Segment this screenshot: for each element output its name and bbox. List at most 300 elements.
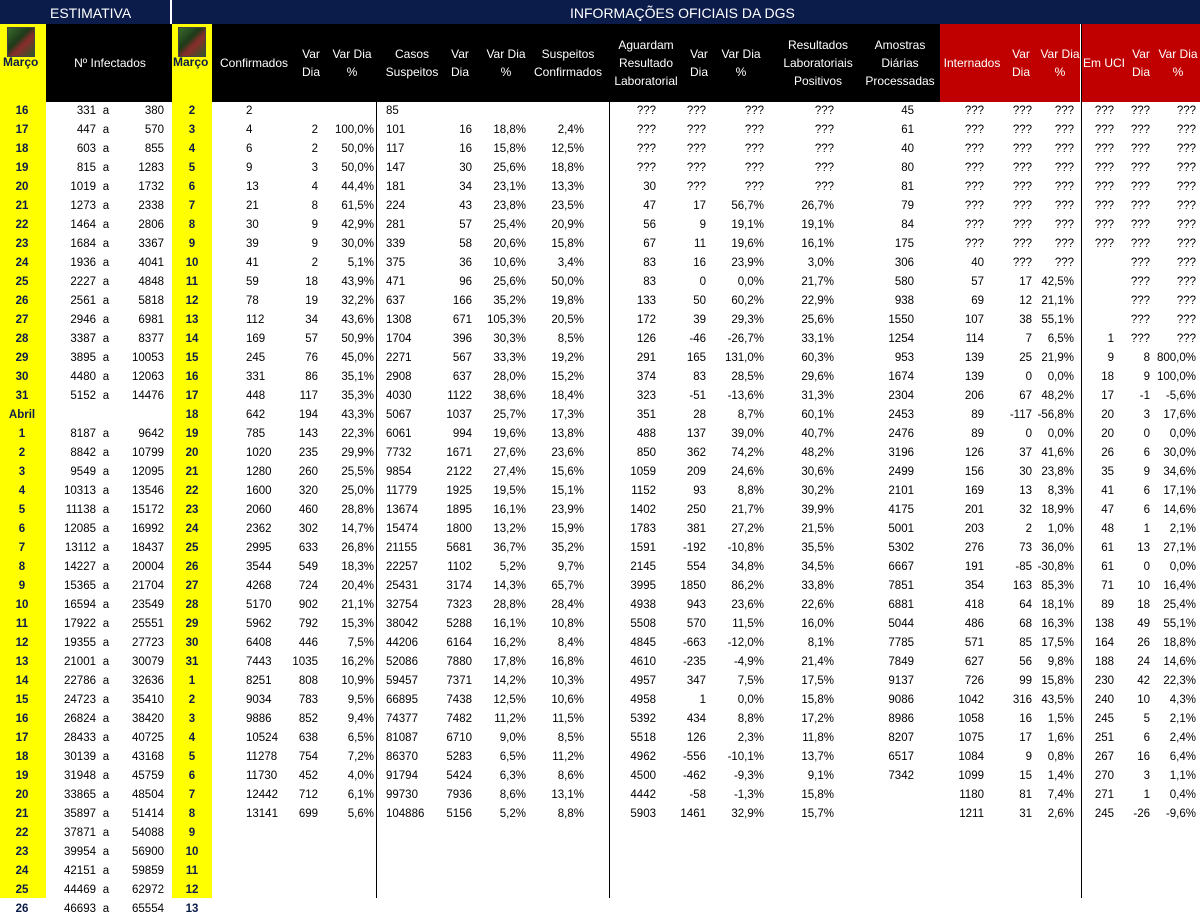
table-row — [0, 690, 1200, 709]
table-cell — [880, 844, 914, 861]
table-cell: 28 — [693, 409, 706, 421]
table-cell: 34,6% — [1163, 466, 1196, 478]
table-cell — [1030, 901, 1074, 918]
table-cell — [780, 901, 834, 918]
table-cell: a — [102, 200, 110, 212]
table-cell: 23,6% — [551, 447, 584, 459]
table-cell: 448 — [246, 390, 266, 402]
table-cell: 4958 — [630, 694, 656, 706]
table-cell: 138 — [1094, 618, 1114, 630]
table-cell: 57 — [459, 219, 472, 231]
table-cell: 638 — [298, 732, 318, 744]
table-cell: 30,3% — [493, 333, 526, 345]
table-cell — [1084, 255, 1114, 272]
table-row — [0, 861, 1200, 880]
table-cell: 175 — [894, 238, 914, 250]
table-cell: 0,0% — [1047, 428, 1074, 440]
table-row — [0, 424, 1200, 443]
table-cell: 30 — [1019, 466, 1032, 478]
table-cell: 12442 — [246, 789, 278, 801]
table-cell: 2362 — [246, 523, 272, 535]
table-cell: 18,8% — [493, 124, 526, 136]
table-cell: 14227 — [64, 561, 96, 573]
table-cell: 9086 — [888, 694, 914, 706]
table-cell: 7 — [188, 789, 196, 801]
table-cell: 81087 — [386, 732, 418, 744]
table-cell: 1402 — [630, 504, 656, 516]
table-cell — [880, 806, 914, 823]
table-cell: 44469 — [64, 884, 96, 896]
table-cell: 10,6% — [551, 694, 584, 706]
table-cell: 3995 — [630, 580, 656, 592]
table-cell: 316 — [1012, 694, 1032, 706]
table-cell — [530, 863, 584, 880]
table-cell: 61 — [901, 124, 914, 136]
table-cell: 107 — [964, 314, 984, 326]
table-cell: 570 — [686, 618, 706, 630]
table-cell: 8,5% — [557, 333, 584, 345]
table-cell: 567 — [452, 352, 472, 364]
table-cell: 554 — [686, 561, 706, 573]
table-cell — [1084, 901, 1114, 918]
table-cell: 2271 — [386, 352, 412, 364]
table-cell: 2 — [246, 105, 253, 117]
table-cell: 73 — [1019, 542, 1032, 554]
table-cell: 1037 — [446, 409, 472, 421]
table-cell: 1152 — [631, 485, 656, 497]
official-title: INFORMAÇÕES OFICIAIS DA DGS — [570, 5, 795, 21]
table-cell: 1059 — [630, 466, 656, 478]
table-cell: a — [102, 143, 110, 155]
table-cell: ??? — [744, 143, 764, 155]
table-cell — [246, 882, 276, 899]
table-cell: 21,1% — [341, 599, 374, 611]
table-cell: 44206 — [386, 637, 418, 649]
table-cell: ??? — [686, 105, 706, 117]
table-cell: a — [102, 713, 110, 725]
table-cell: 19,1% — [731, 219, 764, 231]
table-cell — [118, 407, 164, 424]
table-cell: 21,1% — [1041, 295, 1074, 307]
table-cell: 5424 — [446, 770, 472, 782]
table-cell: 15,8% — [801, 789, 834, 801]
table-cell: 8251 — [246, 675, 272, 687]
table-cell: 1464 — [70, 219, 96, 231]
table-cell — [616, 901, 656, 918]
table-cell: 83 — [643, 276, 656, 288]
table-cell: 0,0% — [1047, 371, 1074, 383]
table-cell: 8 — [188, 219, 196, 231]
table-cell — [1150, 844, 1196, 861]
table-cell: 18,8% — [551, 162, 584, 174]
table-cell: 13,2% — [493, 523, 526, 535]
table-cell: 86370 — [386, 751, 418, 763]
table-cell: 792 — [298, 618, 318, 630]
table-cell — [472, 882, 526, 899]
table-row — [0, 386, 1200, 405]
table-cell: ??? — [1054, 124, 1074, 136]
table-cell — [386, 901, 426, 918]
table-cell — [386, 863, 426, 880]
table-cell: 30 — [459, 162, 472, 174]
table-cell — [994, 825, 1032, 842]
table-cell: ??? — [1130, 200, 1150, 212]
table-cell: ??? — [1130, 181, 1150, 193]
table-cell — [286, 882, 318, 899]
table-cell: 2338 — [138, 200, 164, 212]
table-cell — [944, 901, 984, 918]
table-cell — [386, 825, 426, 842]
table-cell: 10,3% — [551, 675, 584, 687]
table-cell: 808 — [298, 675, 318, 687]
table-cell: 11 — [694, 238, 706, 250]
table-cell: 126 — [686, 732, 706, 744]
table-cell: 3196 — [888, 447, 914, 459]
var-day-header: Var Dia — [689, 47, 708, 79]
table-cell: 3174 — [446, 580, 472, 592]
table-cell: 18 — [1137, 599, 1150, 611]
table-cell: 4938 — [630, 599, 656, 611]
table-cell: 2499 — [888, 466, 914, 478]
table-cell: 45,0% — [341, 352, 374, 364]
table-cell: 29,9% — [341, 447, 374, 459]
table-cell: 13 — [1019, 485, 1032, 497]
table-cell: 9 — [18, 580, 26, 592]
table-cell: 15,7% — [801, 808, 834, 820]
table-cell: 39 — [246, 238, 259, 250]
table-cell: 15,1% — [551, 485, 584, 497]
table-cell: a — [102, 542, 110, 554]
table-cell — [434, 863, 472, 880]
table-cell — [944, 825, 984, 842]
table-cell: 11,8% — [802, 732, 834, 744]
table-cell: 33,3% — [493, 352, 526, 364]
table-cell: 0 — [1025, 428, 1032, 440]
table-cell: 2 — [188, 105, 196, 117]
table-cell: 22,3% — [341, 428, 374, 440]
table-cell — [1114, 901, 1150, 918]
table-cell: 5170 — [246, 599, 272, 611]
table-cell: 1058 — [958, 713, 984, 725]
table-cell: ??? — [814, 124, 834, 136]
table-cell: 9 — [188, 238, 196, 250]
table-cell: 271 — [1094, 789, 1114, 801]
table-cell: 60,3% — [801, 352, 834, 364]
table-cell: 14,6% — [1163, 504, 1196, 516]
table-cell: ??? — [1012, 124, 1032, 136]
table-row — [0, 538, 1200, 557]
table-cell — [322, 901, 374, 918]
table-cell: 302 — [298, 523, 318, 535]
table-cell: 1461 — [680, 808, 706, 820]
table-cell: 10053 — [132, 352, 164, 364]
table-cell: 486 — [964, 618, 984, 630]
table-cell: 26 — [185, 561, 199, 573]
table-cell: 6 — [246, 143, 253, 155]
table-cell: 41,6% — [1041, 447, 1074, 459]
table-cell: 26824 — [64, 713, 96, 725]
table-cell: 27,6% — [493, 447, 526, 459]
table-cell: 18,4% — [551, 390, 584, 402]
table-cell: a — [102, 637, 110, 649]
table-cell: a — [102, 523, 110, 535]
table-cell: ??? — [1130, 124, 1150, 136]
table-cell: 3 — [188, 713, 196, 725]
table-cell: 943 — [686, 599, 706, 611]
table-cell: 5903 — [630, 808, 656, 820]
table-cell: 181 — [386, 181, 406, 193]
table-cell: 7323 — [446, 599, 472, 611]
table-cell: 27723 — [132, 637, 164, 649]
table-cell: 351 — [636, 409, 656, 421]
table-cell: ??? — [1094, 181, 1114, 193]
table-cell: 15 — [1019, 770, 1032, 782]
table-row — [0, 253, 1200, 272]
table-cell: 23 — [185, 504, 199, 516]
table-cell: 471 — [386, 276, 406, 288]
table-cell: 5681 — [446, 542, 472, 554]
table-row — [0, 234, 1200, 253]
table-cell: ??? — [1130, 276, 1150, 288]
table-cell: 81 — [901, 181, 914, 193]
table-cell: 11 — [15, 618, 29, 630]
table-cell: 339 — [386, 238, 406, 250]
table-cell: 21 — [185, 466, 199, 478]
table-cell: 25,6% — [801, 314, 834, 326]
table-cell: 59859 — [132, 865, 164, 877]
table-cell: 10 — [185, 257, 199, 269]
table-cell: 16 — [15, 105, 29, 117]
table-cell: ??? — [1054, 143, 1074, 155]
table-cell: a — [102, 238, 110, 250]
infected-header: Nº Infectados — [74, 56, 146, 70]
table-cell — [322, 844, 374, 861]
table-cell: 16 — [459, 124, 472, 136]
table-cell: 42,5% — [1041, 276, 1074, 288]
table-cell: 46693 — [64, 903, 96, 915]
table-cell: 6,5% — [1047, 333, 1074, 345]
table-cell: -192 — [682, 542, 706, 554]
table-cell: 8,4% — [557, 637, 584, 649]
table-cell: 57 — [971, 276, 984, 288]
table-cell: 43,9% — [341, 276, 374, 288]
table-cell — [1150, 901, 1196, 918]
table-cell: 64 — [1019, 599, 1032, 611]
table-cell: 7 — [188, 200, 196, 212]
table-cell: 902 — [298, 599, 318, 611]
table-cell: 35,3% — [341, 390, 374, 402]
table-cell: 21 — [15, 808, 29, 820]
table-cell: 754 — [298, 751, 318, 763]
table-cell: ??? — [814, 181, 834, 193]
table-cell: 62972 — [132, 884, 164, 896]
table-cell: a — [102, 865, 110, 877]
table-cell: 21 — [15, 200, 29, 212]
table-cell: 1,5% — [1047, 713, 1074, 725]
table-cell: 1936 — [70, 257, 96, 269]
table-cell: ??? — [744, 105, 764, 117]
table-cell: ??? — [1012, 238, 1032, 250]
table-cell: ??? — [1054, 219, 1074, 231]
table-cell: 7371 — [446, 675, 472, 687]
table-cell: ??? — [964, 181, 984, 193]
table-cell: a — [102, 333, 110, 345]
table-cell — [880, 901, 914, 918]
table-cell: -30,8% — [1037, 561, 1074, 573]
table-cell: 26 — [15, 295, 29, 307]
table-cell: 5067 — [386, 409, 412, 421]
table-cell: ??? — [1130, 219, 1150, 231]
table-cell: ??? — [686, 181, 706, 193]
table-cell: 101 — [386, 124, 406, 136]
table-row — [0, 614, 1200, 633]
football-photo-icon — [7, 27, 35, 57]
table-cell: ??? — [636, 143, 656, 155]
table-cell: 30,0% — [341, 238, 374, 250]
table-cell: ??? — [1054, 257, 1074, 269]
table-cell: ??? — [1176, 105, 1196, 117]
table-cell: 26 — [1101, 447, 1114, 459]
table-cell — [246, 863, 276, 880]
table-cell: 6981 — [138, 314, 164, 326]
table-cell: 11138 — [65, 504, 96, 516]
table-cell: 267 — [1094, 751, 1114, 763]
table-cell: 2 — [18, 447, 26, 459]
table-cell: ??? — [686, 143, 706, 155]
table-cell: 30,0% — [1163, 447, 1196, 459]
var-day-pct-header: Var Dia % — [721, 47, 761, 79]
table-cell: 1684 — [70, 238, 96, 250]
table-cell: 23,1% — [493, 181, 526, 193]
table-cell: -117 — [1009, 409, 1032, 421]
table-cell: ??? — [1094, 124, 1114, 136]
table-cell: 23,9% — [731, 257, 764, 269]
table-cell — [708, 901, 764, 918]
table-cell: 5962 — [246, 618, 272, 630]
table-cell: 5283 — [446, 751, 472, 763]
table-cell: 28,8% — [493, 599, 526, 611]
table-cell: 38420 — [132, 713, 164, 725]
table-cell: 20 — [1101, 428, 1114, 440]
table-cell — [50, 407, 96, 424]
table-cell: 14 — [15, 675, 29, 687]
table-cell: 724 — [298, 580, 318, 592]
table-cell: -1 — [1139, 390, 1150, 402]
table-cell: ??? — [1054, 162, 1074, 174]
table-cell: ??? — [1094, 200, 1114, 212]
table-cell: 19,8% — [551, 295, 584, 307]
table-cell: ??? — [1054, 181, 1074, 193]
table-cell: 59457 — [386, 675, 418, 687]
table-cell: 1273 — [70, 200, 96, 212]
table-cell: 1783 — [630, 523, 656, 535]
table-cell: 50 — [693, 295, 706, 307]
table-cell: 291 — [636, 352, 656, 364]
table-cell: 2806 — [138, 219, 164, 231]
table-cell: 6 — [188, 181, 196, 193]
table-cell: 0,0% — [1169, 561, 1196, 573]
table-cell: 43 — [459, 200, 472, 212]
table-cell — [1084, 312, 1114, 329]
var-day-pct-header: Var Dia % — [1158, 47, 1198, 79]
table-cell: 22,6% — [801, 599, 834, 611]
table-cell: 5 — [188, 751, 196, 763]
table-cell: 323 — [636, 390, 656, 402]
table-cell: 25 — [1019, 352, 1032, 364]
table-cell: 39 — [693, 314, 706, 326]
table-row — [0, 671, 1200, 690]
table-cell — [286, 103, 318, 120]
table-cell: 4480 — [70, 371, 96, 383]
table-cell: 163 — [1012, 580, 1032, 592]
table-cell: ??? — [1012, 219, 1032, 231]
table-cell: 4500 — [630, 770, 656, 782]
table-cell: 29,3% — [731, 314, 764, 326]
table-cell: 13,8% — [551, 428, 584, 440]
table-cell: 18 — [1101, 371, 1114, 383]
table-cell: 2122 — [446, 466, 472, 478]
table-cell — [434, 901, 472, 918]
table-cell: 85 — [386, 105, 399, 117]
table-cell: 7443 — [246, 656, 272, 668]
table-cell: a — [102, 371, 110, 383]
table-cell: 4175 — [888, 504, 914, 516]
table-cell: 48 — [1101, 523, 1114, 535]
table-cell: 57 — [305, 333, 318, 345]
table-cell: 42,9% — [341, 219, 374, 231]
table-cell: ??? — [1176, 295, 1196, 307]
table-cell: 6408 — [246, 637, 272, 649]
table-cell — [1114, 882, 1150, 899]
table-cell: 5518 — [630, 732, 656, 744]
table-cell: 16 — [1137, 751, 1150, 763]
table-cell: 89 — [1101, 599, 1114, 611]
table-cell: 30 — [185, 637, 199, 649]
table-cell: 11,5% — [732, 618, 764, 630]
table-cell: ??? — [964, 162, 984, 174]
table-cell: 22 — [15, 827, 29, 839]
table-cell: 20,5% — [551, 314, 584, 326]
table-cell: 83 — [643, 257, 656, 269]
table-cell: 6710 — [446, 732, 472, 744]
table-cell: 4,0% — [347, 770, 374, 782]
table-cell: -58 — [689, 789, 706, 801]
table-cell: 32 — [1019, 504, 1032, 516]
table-cell: 7,4% — [1047, 789, 1074, 801]
table-cell: 10,9% — [341, 675, 374, 687]
table-cell: -663 — [682, 637, 706, 649]
table-cell — [322, 882, 374, 899]
table-cell: ??? — [1176, 181, 1196, 193]
table-cell: 28433 — [64, 732, 96, 744]
table-cell: a — [102, 751, 110, 763]
table-row — [0, 101, 1200, 120]
table-row — [0, 158, 1200, 177]
table-cell: 11779 — [386, 485, 418, 497]
table-cell: 5044 — [888, 618, 914, 630]
table-cell: 78 — [246, 295, 259, 307]
table-cell: 1,1% — [1169, 770, 1196, 782]
table-cell — [246, 844, 276, 861]
table-cell: 164 — [1094, 637, 1114, 649]
table-row — [0, 785, 1200, 804]
table-cell: 9,1% — [807, 770, 834, 782]
table-cell: 39,0% — [731, 428, 764, 440]
table-cell: 6 — [1143, 732, 1150, 744]
table-cell — [472, 825, 526, 842]
table-cell: 24 — [15, 865, 29, 877]
table-cell: 240 — [1094, 694, 1114, 706]
